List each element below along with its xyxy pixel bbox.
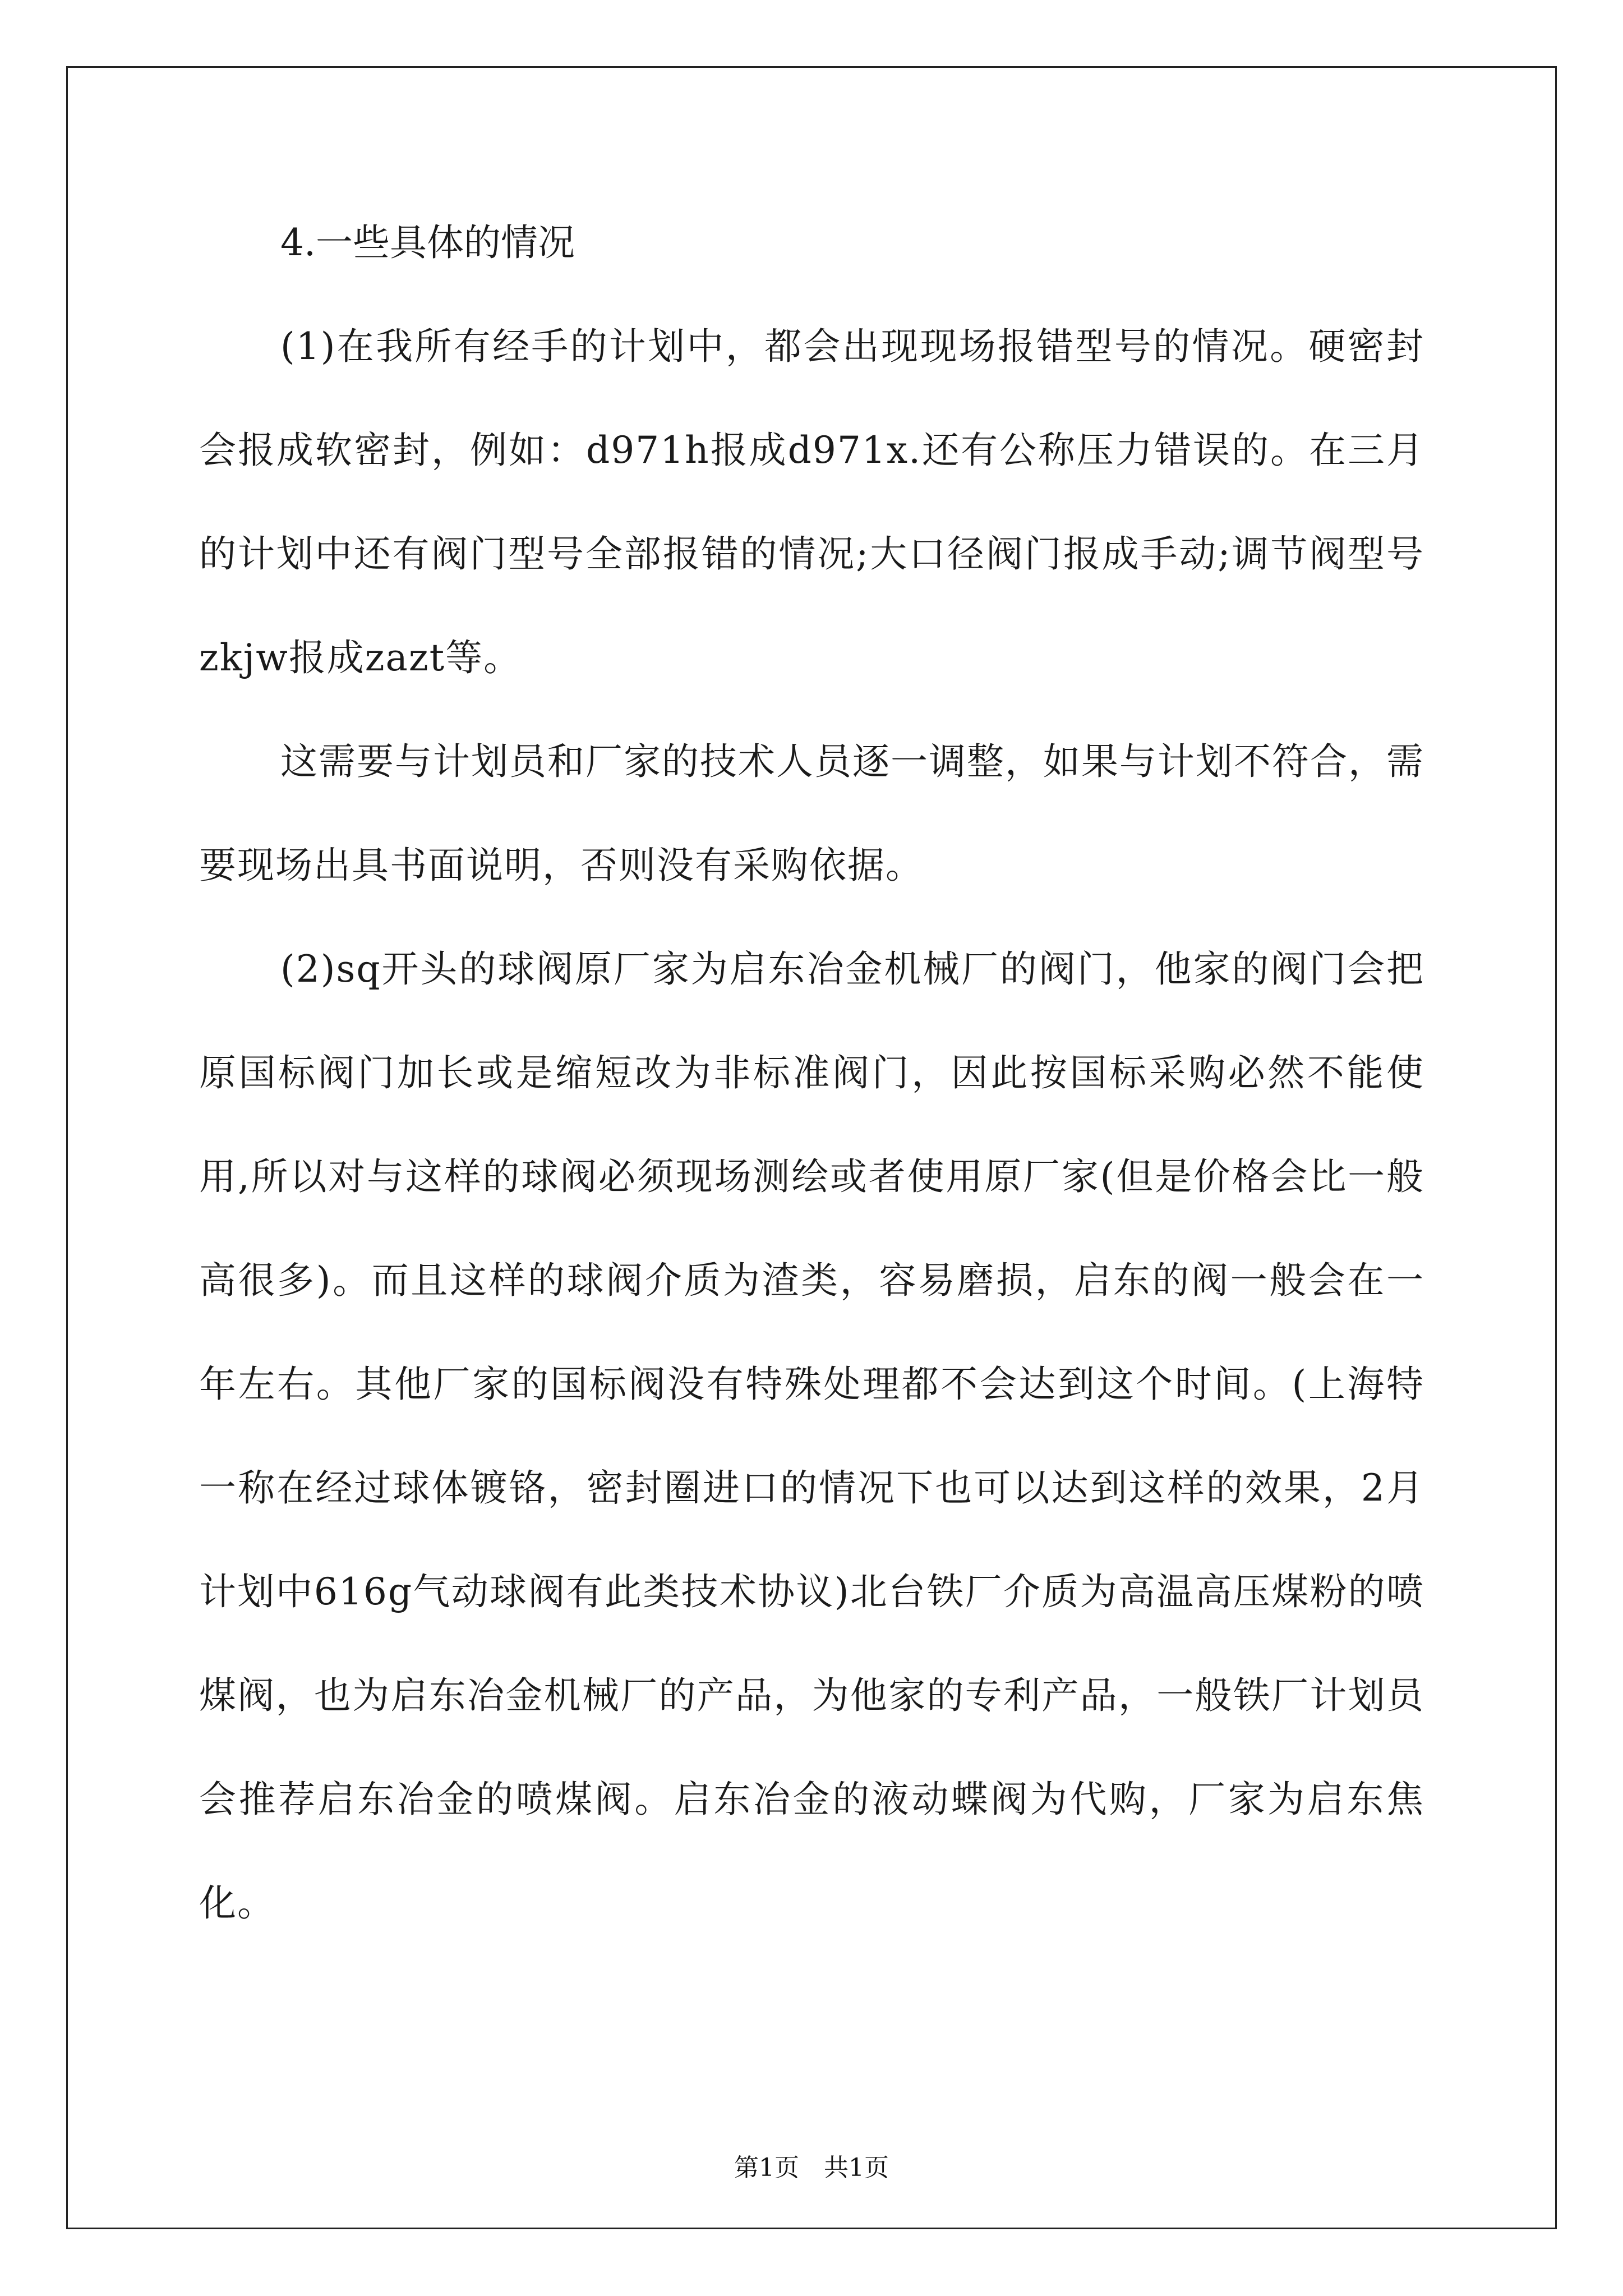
paragraph-2: 这需要与计划员和厂家的技术人员逐一调整，如果与计划不符合，需要现场出具书面说明，否则没有采购依据。 bbox=[199, 740, 1424, 887]
page-number: 第1页 共1页 bbox=[734, 2154, 889, 2182]
paragraph-3: (2)sq开头的球阀原厂家为启东冶金机械厂的阀门，他家的阀门会把原国标阀门加长或是缩短改为非标准阀门，因此按国标采购必然不能使用,所以对与这样的球阀必须现场测绘或者使用原厂家(但是价格会比一般高很多)。而且这样的球阀介质为渣类，容易磨损，启东的阀一般会在一年左右。其他厂家的国标阀没有特殊处理都不会达到这个时间。(上海特一称在经过球体镀铬，密封圈进口的情况下也可以达到这样的效果，2月计划中616g气动球阀有此类技术协议)北台铁厂介质为高温高压煤粉的喷煤阀，也为启东冶金机械厂的产品，为他家的专利产品，一般铁厂计划员会推荐启东冶金的喷煤阀。启东冶金的液动蝶阀为代购，厂家为启东焦化。 bbox=[199, 947, 1424, 1925]
section-heading: 4.一些具体的情况 bbox=[280, 221, 575, 264]
document-body bbox=[199, 191, 1424, 1955]
paragraph-1: (1)在我所有经手的计划中，都会出现现场报错型号的情况。硬密封会报成软密封，例如：d971h报成d971x.还有公称压力错误的。在三月的计划中还有阀门型号全部报错的情况;大口径阀门报成手动;调节阀型号zkjw报成zazt等。 bbox=[199, 325, 1424, 679]
